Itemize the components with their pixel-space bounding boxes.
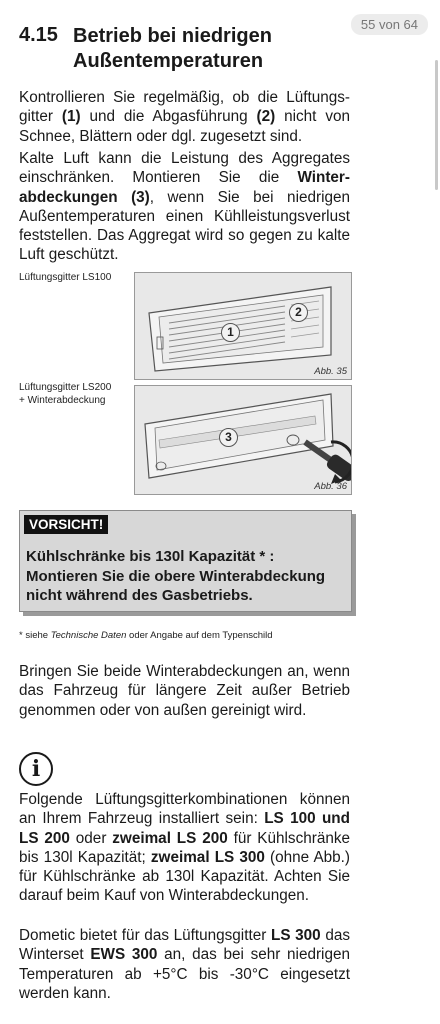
- paragraph-grille-combinations: [19, 790, 350, 906]
- text-span: nicht von Schnee, Blättern oder dgl. zugesetzt sind.: [19, 108, 350, 145]
- paragraph-storage: Bringen Sie beide Winterabdeckungen an, wenn das Fahrzeug für längere Zeit außer Betrieb genommen oder von außen gereinigt wird.: [19, 663, 350, 719]
- figure2-caption: [19, 382, 129, 407]
- section-number: 4.15: [19, 24, 58, 46]
- text-span: Kontrollieren Sie regelmäßig, ob die Lüftungsgitter: [19, 89, 350, 126]
- caution-line1: Kühlschränke bis 130l Kapazität * :: [26, 548, 275, 565]
- figure2-caption-line1: Lüftungsgitter LS200: [19, 382, 112, 393]
- text-span: Kalte Luft kann die Leistung des Aggregates einschränken. Montieren Sie die: [19, 150, 350, 187]
- text-span: Dometic bietet für das Lüftungsgitter: [19, 927, 271, 944]
- vent-grille-ls100-illustration: [135, 273, 351, 379]
- scrollbar[interactable]: [435, 60, 438, 190]
- text-span: Folgende Lüftungsgitterkombinationen können an Ihrem Fahrzeug installiert sein:: [19, 791, 350, 828]
- caution-line3: nicht während des Gasbetriebs.: [26, 587, 253, 604]
- paragraph-check-vents: [19, 88, 350, 146]
- callout-3: 3: [219, 428, 238, 447]
- callout-1: 1: [221, 323, 240, 342]
- figure-ls200-winter-cover: [134, 385, 352, 495]
- caution-line2: Montieren Sie die obere Winterabdeckung: [26, 567, 326, 585]
- ref-2: (2): [256, 108, 276, 126]
- winter-covers-ref: Winterabdeckungen (3): [19, 169, 350, 206]
- model-ref: LS 100 und LS 200: [19, 810, 350, 847]
- caution-text: [26, 547, 346, 606]
- model-ref: LS 300: [270, 927, 321, 944]
- text-span: oder Angabe auf dem Typenschild: [126, 630, 273, 641]
- figure-ls100: [134, 272, 352, 380]
- section-title-line1: Betrieb bei niedrigen: [73, 25, 272, 47]
- model-ref: zweimal LS 200: [112, 829, 228, 847]
- footnote: [19, 630, 273, 641]
- figure2-caption-line2: + Winterabdeckung: [19, 394, 106, 406]
- section-title-line2: Außentemperaturen: [73, 50, 264, 72]
- section-title: [73, 24, 373, 74]
- text-span: an, das bei sehr niedrigen Temperaturen ab +5°C bis -30°C eingesetzt werden kann.: [19, 946, 350, 1002]
- figure1-caption: Lüftungsgitter LS100: [19, 272, 112, 283]
- text-span: oder: [69, 829, 113, 847]
- text-span: , wenn Sie bei niedrigen Außentemperaturen einen Kühlleistungsverlust feststellen. Das Aggregat wird so gegen zu kalte Luft geschützt.: [19, 188, 350, 264]
- figure1-label: Abb. 35: [314, 366, 347, 377]
- ref-1: (1): [61, 108, 81, 126]
- callout-2: 2: [289, 303, 308, 322]
- paragraph-cold-air: [19, 149, 350, 265]
- figure2-label: Abb. 36: [314, 481, 347, 492]
- caution-box: [19, 510, 352, 612]
- text-span: und die Abgasführung: [80, 108, 257, 126]
- info-icon: i: [19, 752, 53, 786]
- text-span: (ohne Abb.) für Kühlschränke ab 130l Kapazität. Achten Sie darauf beim Kauf von Winterabdeckungen.: [19, 848, 351, 905]
- page-indicator[interactable]: 55 von 64: [351, 14, 428, 35]
- model-ref: EWS 300: [90, 946, 158, 964]
- footnote-technical-data: Technische Daten: [50, 630, 127, 641]
- vent-grille-ls200-illustration: [135, 386, 351, 494]
- caution-label: VORSICHT!: [24, 515, 108, 534]
- text-span: das Winterset: [19, 927, 350, 964]
- model-ref: zweimal LS 300: [150, 848, 265, 866]
- paragraph-dometic-winterset: [19, 926, 350, 1003]
- text-span: für Kühlschränke bis 130l Kapazität;: [19, 829, 350, 866]
- text-span: * siehe: [19, 630, 51, 641]
